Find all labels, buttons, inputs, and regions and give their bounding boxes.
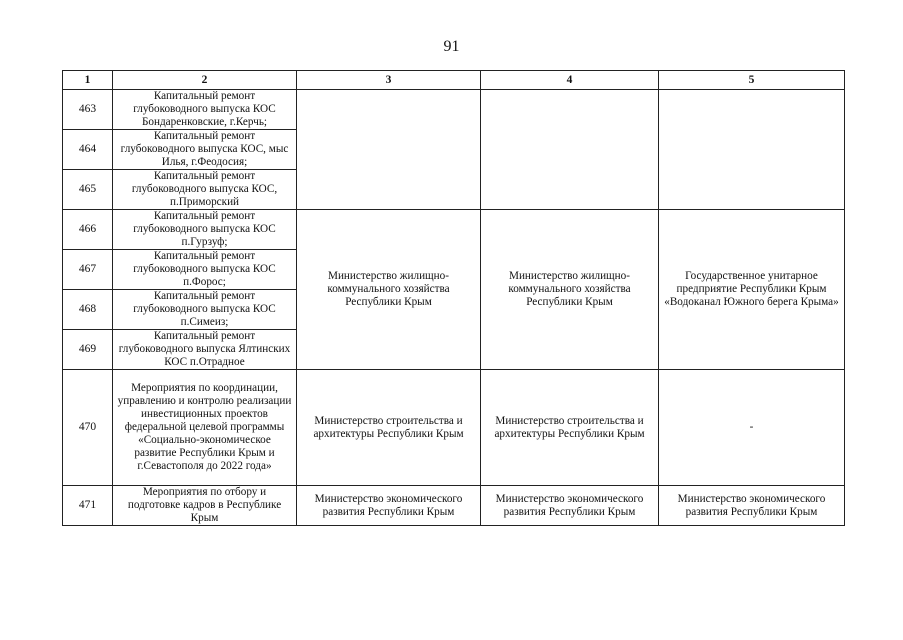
page-number: 91 [443,38,460,55]
measure-cell: Мероприятия по координации, управлению и контролю реализации инвестиционных проектов федеральной целевой программы «Социально-экономическое развитие Республики Крым и г.Севастополя до 2022 года» [113,370,297,486]
table-row [63,210,845,250]
header-col-3: 3 [297,71,481,90]
measure-cell: Капитальный ремонт глубоководного выпуска Ялтинских КОС п.Отрадное [113,330,297,370]
executor-cell: Министерство экономического развития Республики Крым [659,486,845,526]
row-number: 466 [63,210,113,250]
customer-cell: Министерство строительства и архитектуры Республики Крым [481,370,659,486]
header-col-1: 1 [63,71,113,90]
header-col-5: 5 [659,71,845,90]
row-number: 470 [63,370,113,486]
header-row [63,71,845,90]
measure-cell: Капитальный ремонт глубоководного выпуска КОС п.Форос; [113,250,297,290]
measure-cell: Капитальный ремонт глубоководного выпуска КОС Бондаренковские, г.Керчь; [113,90,297,130]
customer-cell: Министерство жилищно-коммунального хозяйства Республики Крым [481,210,659,370]
table-row [63,486,845,526]
data-table [62,70,845,526]
measure-cell: Мероприятия по отбору и подготовке кадров в Республике Крым [113,486,297,526]
responsible-cell [297,90,481,210]
table-row [63,90,845,130]
row-number: 469 [63,330,113,370]
row-number: 467 [63,250,113,290]
table-row [63,370,845,486]
responsible-cell: Министерство жилищно-коммунального хозяйства Республики Крым [297,210,481,370]
row-number: 468 [63,290,113,330]
row-number: 465 [63,170,113,210]
responsible-cell: Министерство строительства и архитектуры Республики Крым [297,370,481,486]
measure-cell: Капитальный ремонт глубоководного выпуска КОС п.Симеиз; [113,290,297,330]
header-col-2: 2 [113,71,297,90]
measure-cell: Капитальный ремонт глубоководного выпуска КОС, п.Приморский [113,170,297,210]
executor-cell [659,90,845,210]
executor-cell: - [659,370,845,486]
header-col-4: 4 [481,71,659,90]
customer-cell: Министерство экономического развития Республики Крым [481,486,659,526]
measure-cell: Капитальный ремонт глубоководного выпуска КОС п.Гурзуф; [113,210,297,250]
row-number: 463 [63,90,113,130]
customer-cell [481,90,659,210]
row-number: 464 [63,130,113,170]
responsible-cell: Министерство экономического развития Республики Крым [297,486,481,526]
row-number: 471 [63,486,113,526]
measure-cell: Капитальный ремонт глубоководного выпуска КОС, мыс Илья, г.Феодосия; [113,130,297,170]
executor-cell: Государственное унитарное предприятие Республики Крым «Водоканал Южного берега Крыма» [659,210,845,370]
